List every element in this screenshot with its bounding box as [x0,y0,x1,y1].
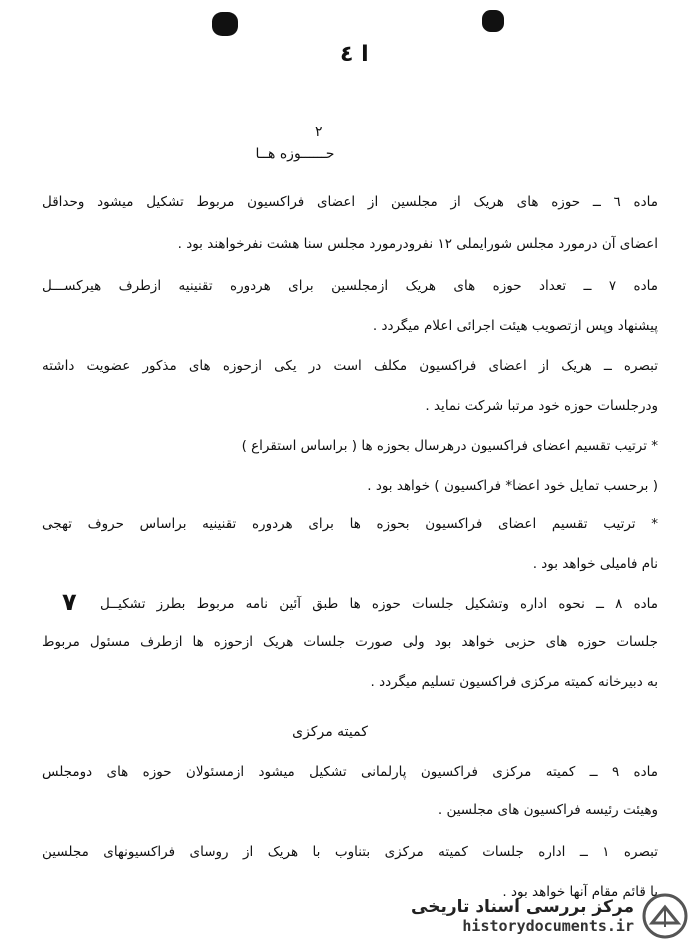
text-line-11: ماده ٨ ــ نحوه اداره وتشکیل جلسات حوزه ها طبق آئین نامه مربوط بطرز تشکیــل [100,596,658,612]
text-line-4: پیشنهاد وپس ازتصویب هیئت اجرائی اعلام میگردد . [372,318,658,334]
text-line-10: نام فامیلی خواهد بود . [532,556,658,572]
text-line-15: وهیئت رئیسه فراکسیون های مجلسین . [437,802,658,818]
text-line-13: به دبیرخانه کمیته مرکزی فراکسیون تسلیم میگردد . [370,674,658,690]
watermark-latin: historydocuments.ir [462,917,634,935]
text-line-14: ماده ٩ ــ کمیته مرکزی فراکسیون پارلمانی تشکیل میشود ازمسئولان حوزه های دومجلس [42,764,658,780]
text-line-6: ودرجلسات حوزه خود مرتبا شرکت نماید . [425,398,658,414]
section-heading: حــــــوزه هــا [255,146,335,162]
text-line-1: ماده ٦ ــ حوزه های هریک از مجلسین از اعضای فراکسیون مربوط تشکیل میشود وحداقل [42,194,658,210]
text-line-2: اعضای آن درمورد مجلس شورایملی ١٢ نفرودرمورد مجلس سنا هشت نفرخواهند بود . [177,236,658,252]
ink-blot-left [212,12,238,36]
text-line-12: جلسات حوزه های حزبی خواهد بود ولی صورت جلسات هریک ازحوزه ها ازطرف مسئول مربوط [42,634,658,650]
central-committee-heading: کمیته مرکزی [292,724,368,740]
page-number: ٢ [315,124,323,140]
text-line-17: با قائم مقام آنها خواهد بود . [502,884,658,900]
watermark [388,888,688,944]
margin-mark: ٧ [62,588,77,616]
text-line-7: * ترتیب تقسیم اعضای فراکسیون درهرسال بحوزه ها ( براساس استقراع ) [241,438,658,454]
text-line-3: ماده ٧ ــ تعداد حوزه های هریک ازمجلسین برای هردوره تقنینیه ازطرف هیرکســـل [42,278,658,294]
text-line-9: * ترتیب تقسیم اعضای فراکسیون بحوزه ها برای هردوره تقنینیه براساس حروف تهجی [42,516,658,532]
watermark-persian: مرکز بررسی اسناد تاریخی [411,897,634,917]
ink-blot-right [482,10,504,32]
text-line-16: تبصره ١ ــ اداره جلسات کمیته مرکزی بتناوب با هریک از روسای فراکسیونهای مجلسین [42,844,658,860]
book-logo-icon [642,893,688,939]
top-mark: ا ٤ [340,42,369,67]
text-line-8: ( برحسب تمایل خود اعضا* فراکسیون ) خواهد بود . [367,478,658,494]
text-line-5: تبصره ــ هریک از اعضای فراکسیون مکلف است در یکی ازحوزه های مذکور عضویت داشته [42,358,658,374]
